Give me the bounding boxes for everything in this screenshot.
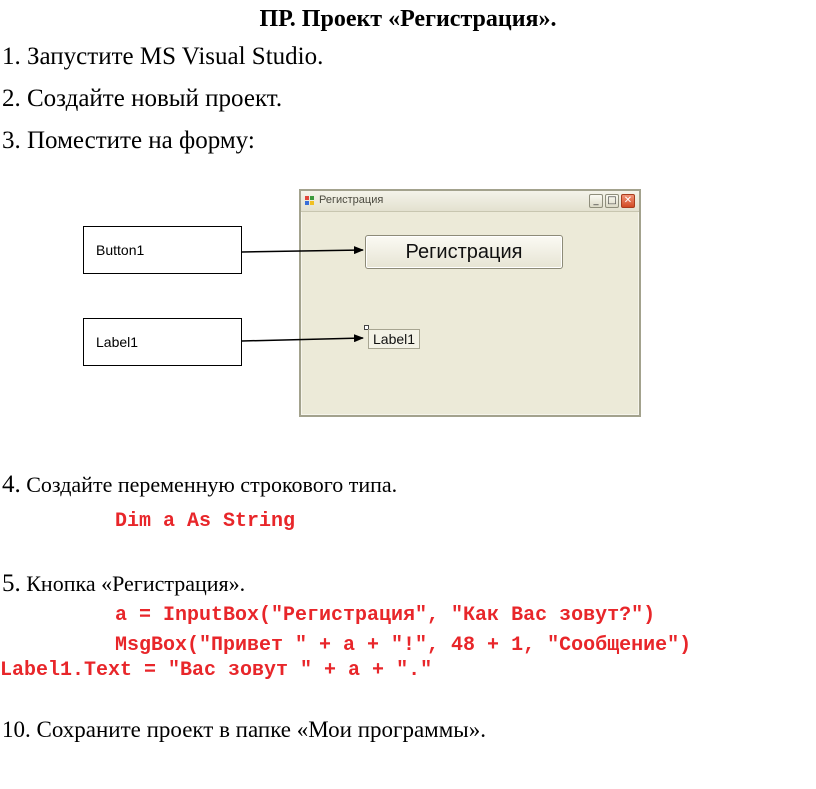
step-10: 10. Сохраните проект в папке «Мои программы». bbox=[2, 717, 486, 742]
step-4-number: 4. bbox=[2, 471, 21, 498]
step-5-number: 5. bbox=[2, 570, 21, 597]
step-4-text: Создайте переменную строкового типа. bbox=[20, 472, 398, 497]
code-label: Label1.Text = "Вас зовут " + a + "." bbox=[0, 659, 433, 682]
code-inputbox: a = InputBox("Регистрация", "Как Вас зовут?") bbox=[115, 604, 656, 627]
code-msgbox: MsgBox("Привет " + a + "!", 48 + 1, "Сообщение") bbox=[115, 634, 692, 657]
close-icon[interactable]: ✕ bbox=[621, 194, 635, 208]
step-1: 1. Запустите MS Visual Studio. bbox=[2, 43, 324, 70]
form-window bbox=[299, 189, 641, 417]
step-4 bbox=[2, 471, 397, 499]
step-5 bbox=[2, 570, 245, 598]
page-title: ПР. Проект «Регистрация». bbox=[259, 6, 557, 32]
maximize-icon[interactable]: □ bbox=[605, 194, 619, 208]
label1-control: Label1 bbox=[368, 329, 420, 349]
registration-button[interactable]: Регистрация bbox=[365, 235, 563, 269]
step-2: 2. Создайте новый проект. bbox=[2, 85, 283, 112]
form-titlebar bbox=[301, 191, 639, 212]
code-dim: Dim a As String bbox=[115, 510, 296, 533]
form-title: Регистрация bbox=[319, 194, 384, 206]
minimize-icon[interactable]: _ bbox=[589, 194, 603, 208]
callout-button1 bbox=[83, 226, 242, 274]
callout-label1 bbox=[83, 318, 242, 366]
callout-label1-text: Label1 bbox=[96, 334, 139, 350]
app-icon bbox=[305, 196, 315, 206]
callout-button1-text: Button1 bbox=[96, 242, 145, 258]
step-5-text: Кнопка «Регистрация». bbox=[20, 571, 246, 596]
step-3: 3. Поместите на форму: bbox=[2, 127, 255, 154]
